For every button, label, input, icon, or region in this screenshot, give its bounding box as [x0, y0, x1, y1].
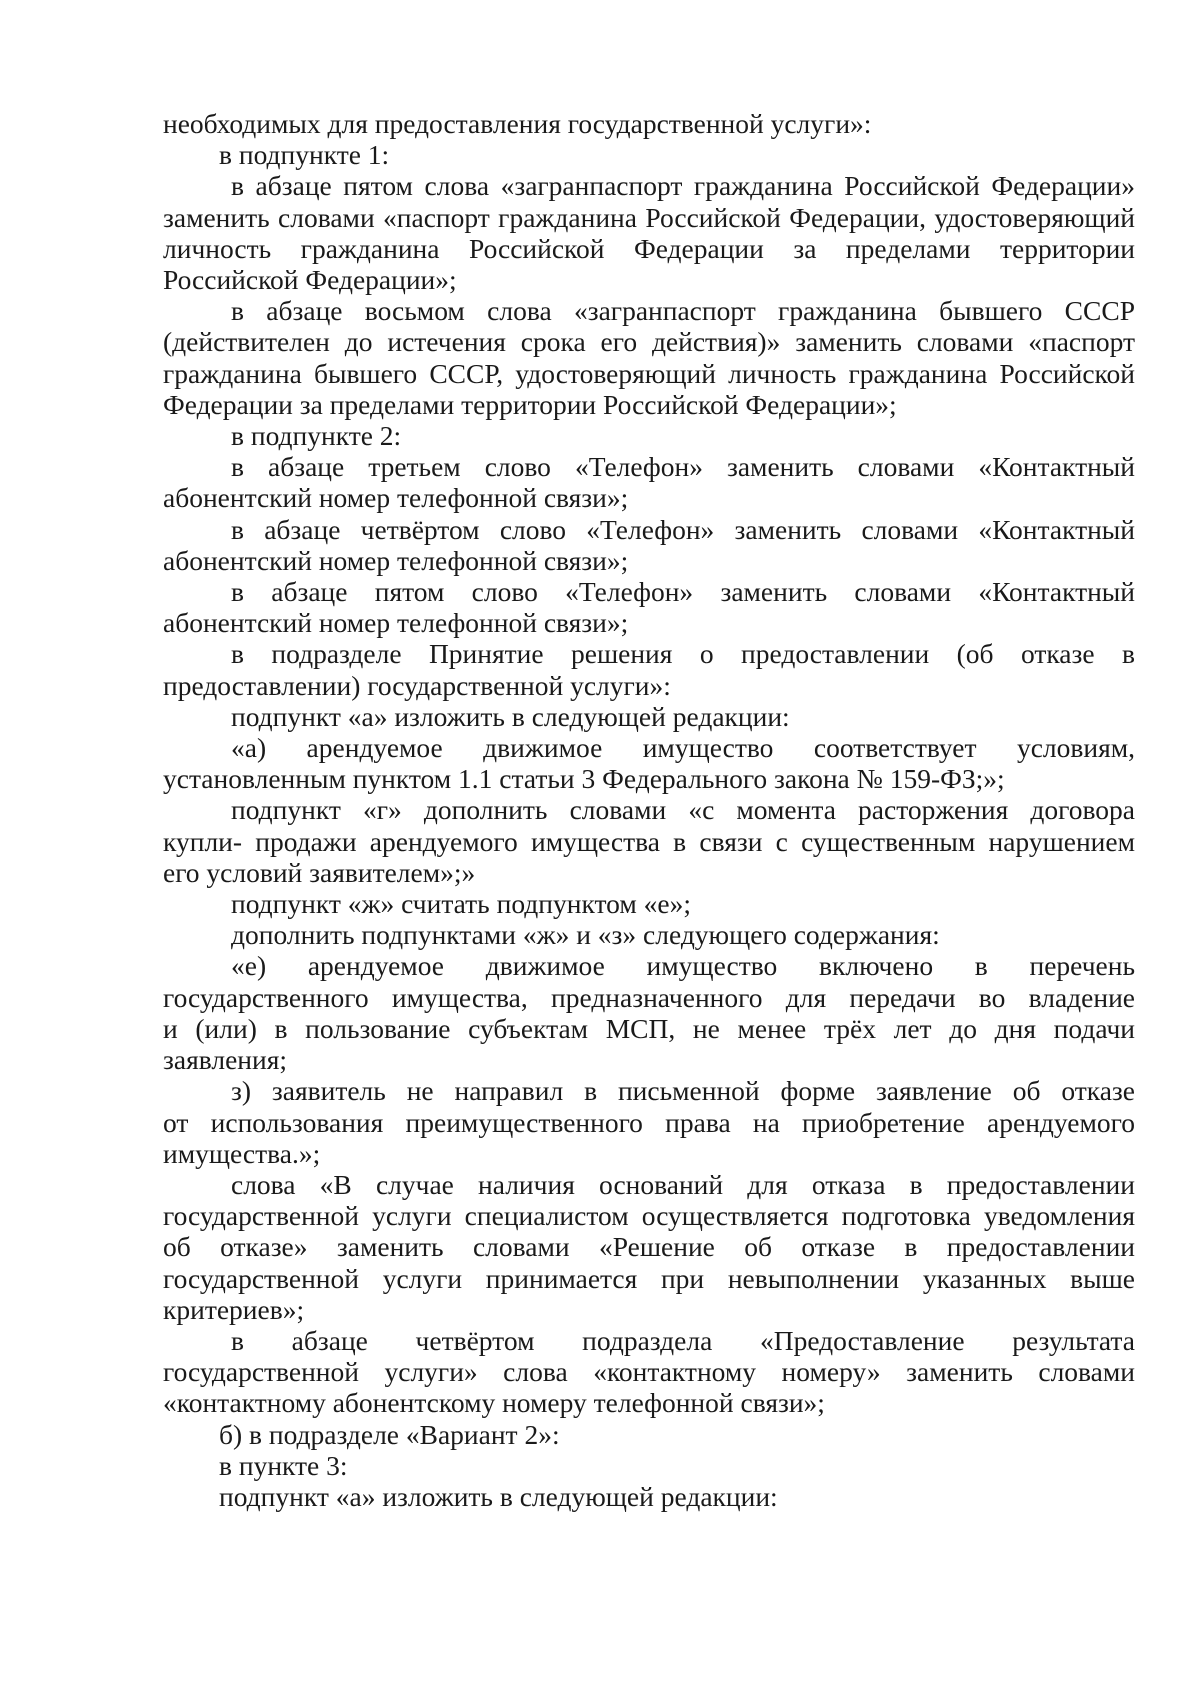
- text-line: в абзаце четвёртом слово «Телефон» заменить словами «Контактный: [231, 513, 1135, 545]
- text-line: в пункте 3:: [219, 1449, 348, 1481]
- text-line: личность гражданина Российской Федерации за пределами территории: [163, 232, 1135, 264]
- text-line: «а) арендуемое движимое имущество соответствует условиям,: [231, 732, 1135, 764]
- text-line: дополнить подпунктами «ж» и «з» следующего содержания:: [231, 919, 940, 951]
- text-line: в абзаце восьмом слова «загранпаспорт гражданина бывшего СССР: [231, 295, 1135, 327]
- text-line: б) в подразделе «Вариант 2»:: [219, 1418, 560, 1450]
- text-line: Российской Федерации»;: [163, 264, 457, 296]
- text-line: и (или) в пользование субъектам МСП, не менее трёх лет до дня подачи: [163, 1012, 1135, 1044]
- text-line: от использования преимущественного права на приобретение арендуемого: [163, 1106, 1135, 1138]
- text-line: купли- продажи арендуемого имущества в связи с существенным нарушением: [163, 825, 1135, 857]
- text-line: имущества.»;: [163, 1137, 321, 1169]
- text-line: государственной услуги» слова «контактному номеру» заменить словами: [163, 1356, 1135, 1388]
- text-line: заменить словами «паспорт гражданина Российской Федерации, удостоверяющий: [163, 201, 1135, 233]
- text-line: (действителен до истечения срока его действия)» заменить словами «паспорт: [163, 326, 1135, 358]
- text-line: «е) арендуемое движимое имущество включено в перечень: [231, 950, 1135, 982]
- text-line: критериев»;: [163, 1293, 305, 1325]
- text-line: Федерации за пределами территории Российской Федерации»;: [163, 388, 897, 420]
- text-line: в подразделе Принятие решения о предоставлении (об отказе в: [231, 638, 1135, 670]
- text-line: установленным пунктом 1.1 статьи 3 Федерального закона № 159-ФЗ;»;: [163, 763, 1005, 795]
- text-line: абонентский номер телефонной связи»;: [163, 607, 629, 639]
- text-line: подпункт «г» дополнить словами «с момента расторжения договора: [231, 794, 1135, 826]
- text-line: его условий заявителем»;»: [163, 856, 476, 888]
- document-page: [163, 108, 1135, 1512]
- text-line: в абзаце пятом слово «Телефон» заменить словами «Контактный: [231, 576, 1135, 608]
- text-line: заявления;: [163, 1044, 287, 1076]
- text-line: подпункт «а» изложить в следующей редакции:: [219, 1480, 778, 1512]
- text-line: абонентский номер телефонной связи»;: [163, 482, 629, 514]
- text-line: государственного имущества, предназначенного для передачи во владение: [163, 981, 1135, 1013]
- text-line: подпункт «а» изложить в следующей редакции:: [231, 700, 790, 732]
- text-line: в подпункте 1:: [219, 139, 390, 171]
- text-line: в абзаце четвёртом подраздела «Предоставление результата: [231, 1324, 1135, 1356]
- text-line: государственной услуги специалистом осуществляется подготовка уведомления: [163, 1200, 1135, 1232]
- text-line: в абзаце третьем слово «Телефон» заменить словами «Контактный: [231, 451, 1135, 483]
- text-line: необходимых для предоставления государственной услуги»:: [163, 108, 872, 139]
- text-line: об отказе» заменить словами «Решение об отказе в предоставлении: [163, 1231, 1135, 1263]
- text-line: государственной услуги принимается при невыполнении указанных выше: [163, 1262, 1135, 1294]
- text-line: подпункт «ж» считать подпунктом «е»;: [231, 888, 691, 920]
- text-line: абонентский номер телефонной связи»;: [163, 544, 629, 576]
- text-line: в подпункте 2:: [231, 420, 402, 452]
- text-line: в абзаце пятом слова «загранпаспорт гражданина Российской Федерации»: [231, 170, 1135, 202]
- text-line: «контактному абонентскому номеру телефонной связи»;: [163, 1387, 825, 1419]
- text-line: з) заявитель не направил в письменной форме заявление об отказе: [231, 1075, 1135, 1107]
- text-line: предоставлении) государственной услуги»:: [163, 669, 671, 701]
- text-line: слова «В случае наличия оснований для отказа в предоставлении: [231, 1168, 1135, 1200]
- text-line: гражданина бывшего СССР, удостоверяющий личность гражданина Российской: [163, 357, 1135, 389]
